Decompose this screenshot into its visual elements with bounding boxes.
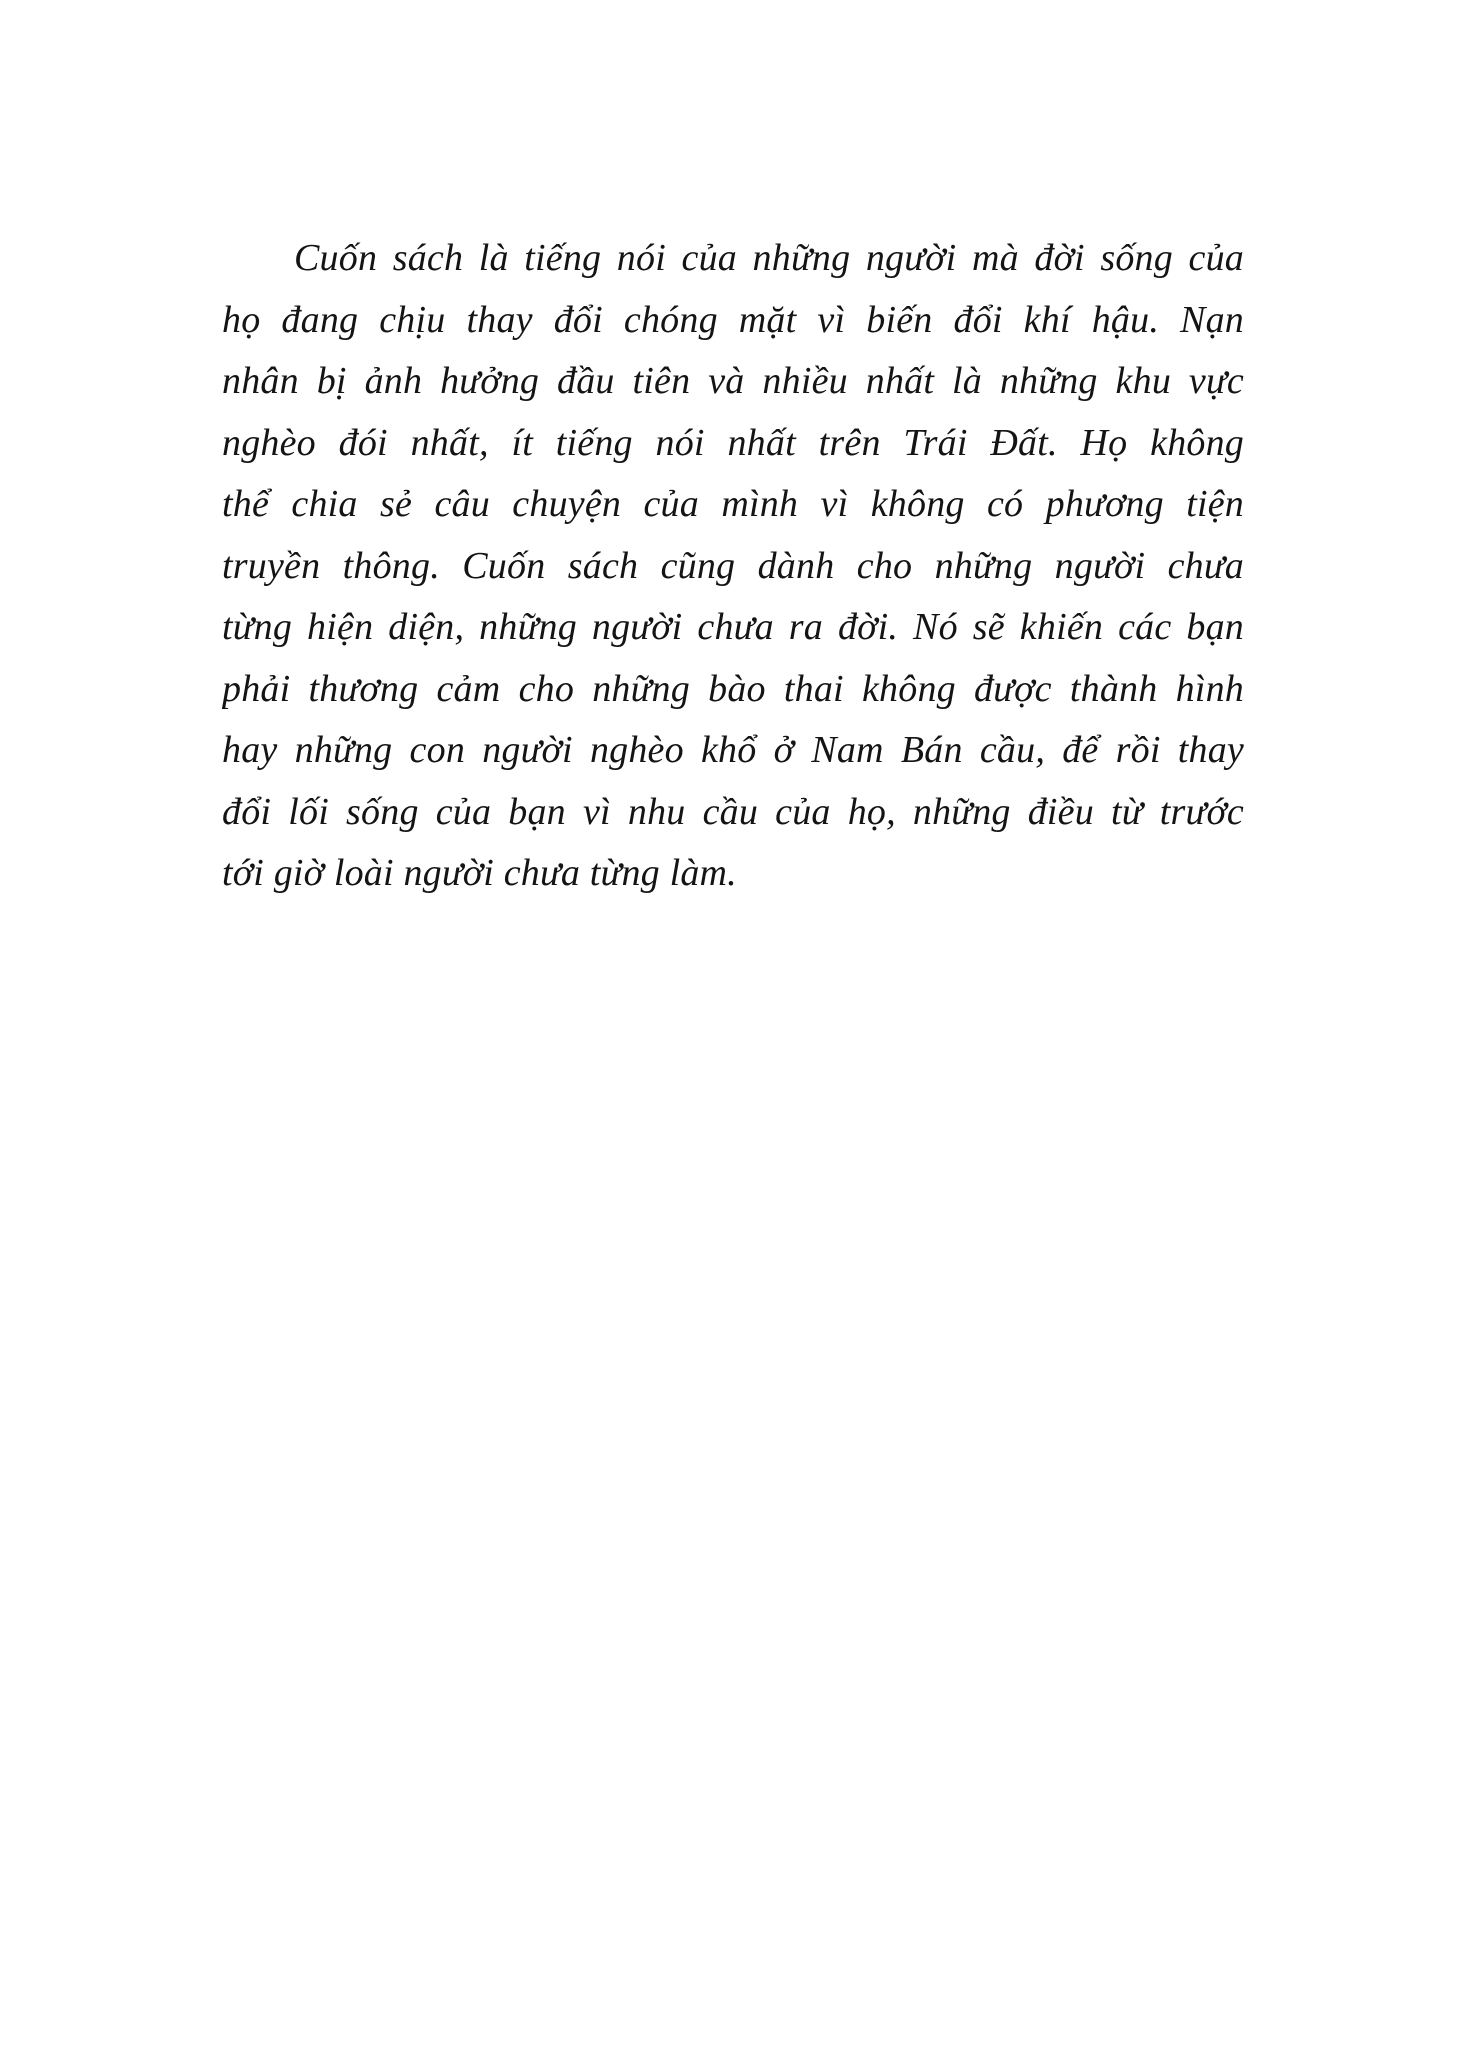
paragraph-line: từng hiện diện, những người chưa ra đời. Nó sẽ khiến các bạn xyxy=(222,606,1244,648)
body-paragraph xyxy=(222,228,1244,905)
paragraph-line: Cuốn sách là tiếng nói của những người mà đời sống của xyxy=(294,237,1244,279)
paragraph-line: hay những con người nghèo khổ ở Nam Bán cầu, để rồi thay xyxy=(222,729,1244,771)
paragraph-line: nghèo đói nhất, ít tiếng nói nhất trên Trái Đất. Họ không xyxy=(222,421,1244,464)
paragraph-line: họ đang chịu thay đổi chóng mặt vì biến đổi khí hậu. Nạn xyxy=(222,298,1244,341)
paragraph-line: đổi lối sống của bạn vì nhu cầu của họ, những điều từ trước xyxy=(222,790,1244,833)
paragraph-line: nhân bị ảnh hưởng đầu tiên và nhiều nhất là những khu vực xyxy=(222,360,1244,402)
paragraph-line: truyền thông. Cuốn sách cũng dành cho những người chưa xyxy=(222,544,1244,587)
paragraph-line: phải thương cảm cho những bào thai không được thành hình xyxy=(222,667,1244,710)
paragraph-line: tới giờ loài người chưa từng làm. xyxy=(222,852,737,894)
paragraph-line: thể chia sẻ câu chuyện của mình vì không có phương tiện xyxy=(222,483,1244,525)
